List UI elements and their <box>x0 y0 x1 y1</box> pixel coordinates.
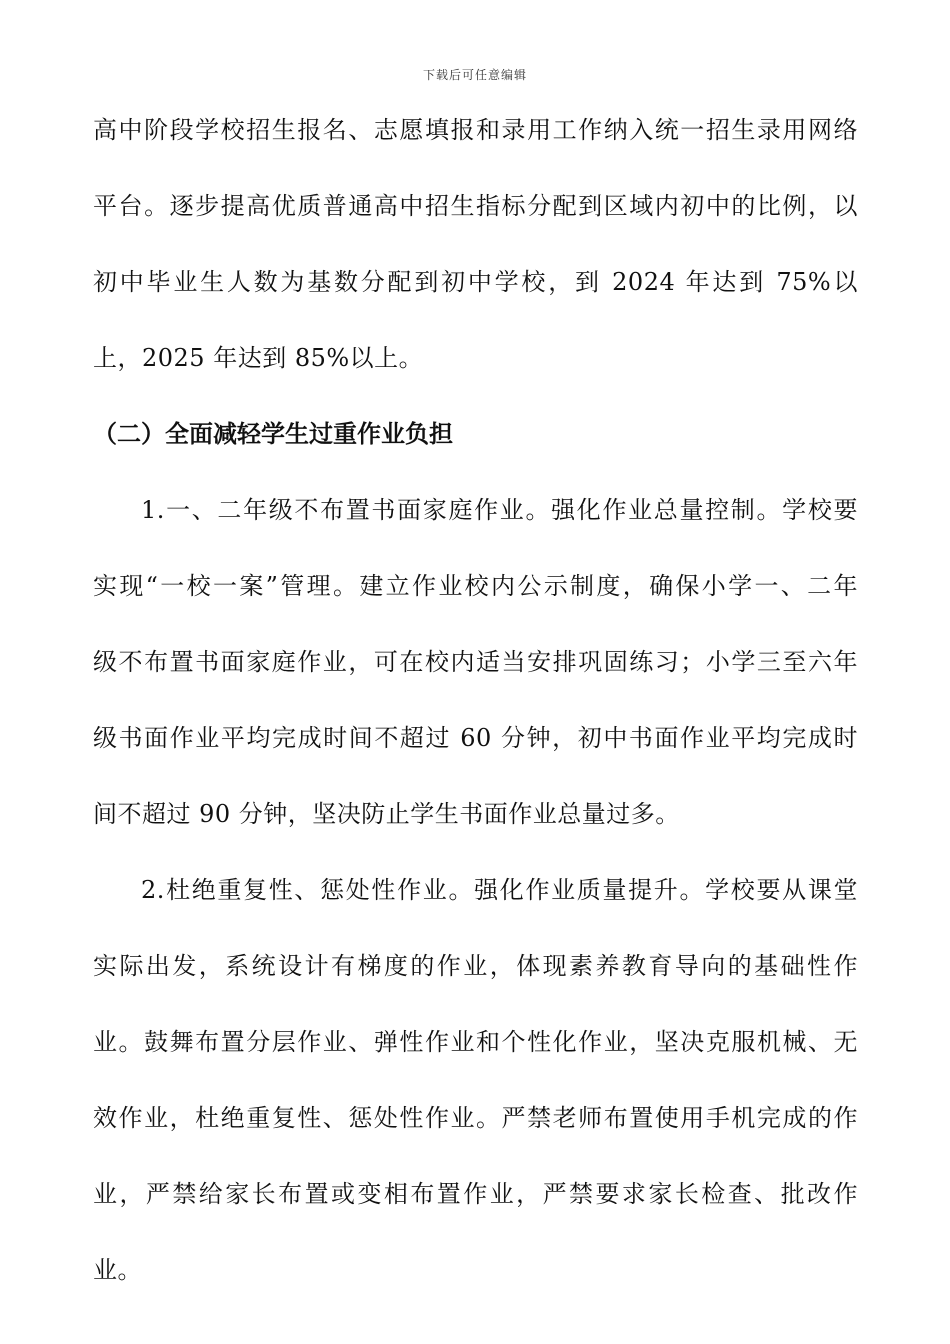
text-line: 初中毕业生人数为基数分配到初中学校，到 2024 年达到 75%以 <box>93 268 858 296</box>
section-heading: （二）全面减轻学生过重作业负担 <box>93 420 453 448</box>
text-line: 上，2025 年达到 85%以上。 <box>93 344 424 372</box>
document-body <box>93 92 858 1308</box>
paragraph-2-line: 业。 <box>93 1256 142 1284</box>
paragraph-2-line: 业。鼓舞布置分层作业、弹性作业和个性化作业，坚决克服机械、无 <box>93 1028 858 1056</box>
paragraph-1-line: 级书面作业平均完成时间不超过 60 分钟，初中书面作业平均完成时 <box>93 724 858 752</box>
text-line: 平台。逐步提高优质普通高中招生指标分配到区域内初中的比例，以 <box>93 192 858 220</box>
paragraph-2-line: 效作业，杜绝重复性、惩处性作业。严禁老师布置使用手机完成的作 <box>93 1104 858 1132</box>
paragraph-1-line: 实现“一校一案”管理。建立作业校内公示制度，确保小学一、二年 <box>93 572 858 600</box>
header-note: 下载后可任意编辑 <box>422 68 527 82</box>
paragraph-1-line: 级不布置书面家庭作业，可在校内适当安排巩固练习；小学三至六年 <box>93 648 858 676</box>
paragraph-2-line: 业，严禁给家长布置或变相布置作业，严禁要求家长检查、批改作 <box>93 1180 858 1208</box>
paragraph-1-line: 间不超过 90 分钟，坚决防止学生书面作业总量过多。 <box>93 800 680 828</box>
paragraph-2-line: 2.杜绝重复性、惩处性作业。强化作业质量提升。学校要从课堂 <box>141 876 858 904</box>
text-line: 高中阶段学校招生报名、志愿填报和录用工作纳入统一招生录用网络 <box>93 116 858 144</box>
paragraph-2-line: 实际出发，系统设计有梯度的作业，体现素养教育导向的基础性作 <box>93 952 858 980</box>
paragraph-1-line: 1.一、二年级不布置书面家庭作业。强化作业总量控制。学校要 <box>141 496 858 524</box>
